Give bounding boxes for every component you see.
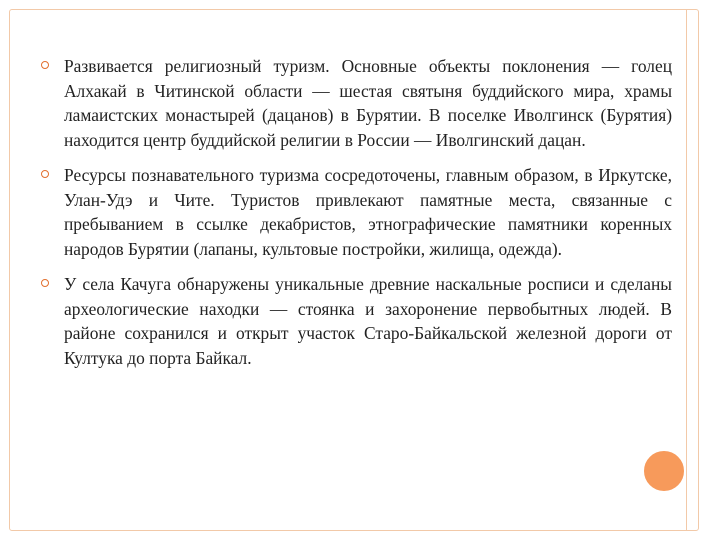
ring-bullet-icon (41, 170, 49, 178)
ring-bullet-icon (41, 61, 49, 69)
bullet-text: Развивается религиозный туризм. Основные объекты поклонения — голец Алхакай в Читинской области — шестая святыня буддийского мира, храмы ламаистских монастырей (дацанов) в Бурятии. В поселке Иволгинск (Бурятия) находится центр буддийской религии в России — Иволгинский дацан. (64, 56, 672, 150)
bullet-item (38, 163, 672, 261)
slide-body (38, 54, 672, 381)
bullet-item (38, 272, 672, 370)
bullet-item (38, 54, 672, 152)
bullet-text: Ресурсы познавательного туризма сосредоточены, главным образом, в Иркутске, Улан-Удэ и Чите. Туристов привлекают памятные места, связанные с пребыванием в ссылке декабристов, этнографические памятники коренных народов Бурятии (лапаны, культовые постройки, жилища, одежда). (64, 165, 672, 259)
decorative-circle (642, 449, 686, 493)
slide-right-rule (686, 9, 687, 531)
bullet-text: У села Качуга обнаружены уникальные древние наскальные росписи и сделаны археологические находки — стоянка и захоронение первобытных людей. В районе сохранился и открыт участок Старо-Байкальской железной дороги от Култука до порта Байкал. (64, 274, 672, 368)
ring-bullet-icon (41, 279, 49, 287)
